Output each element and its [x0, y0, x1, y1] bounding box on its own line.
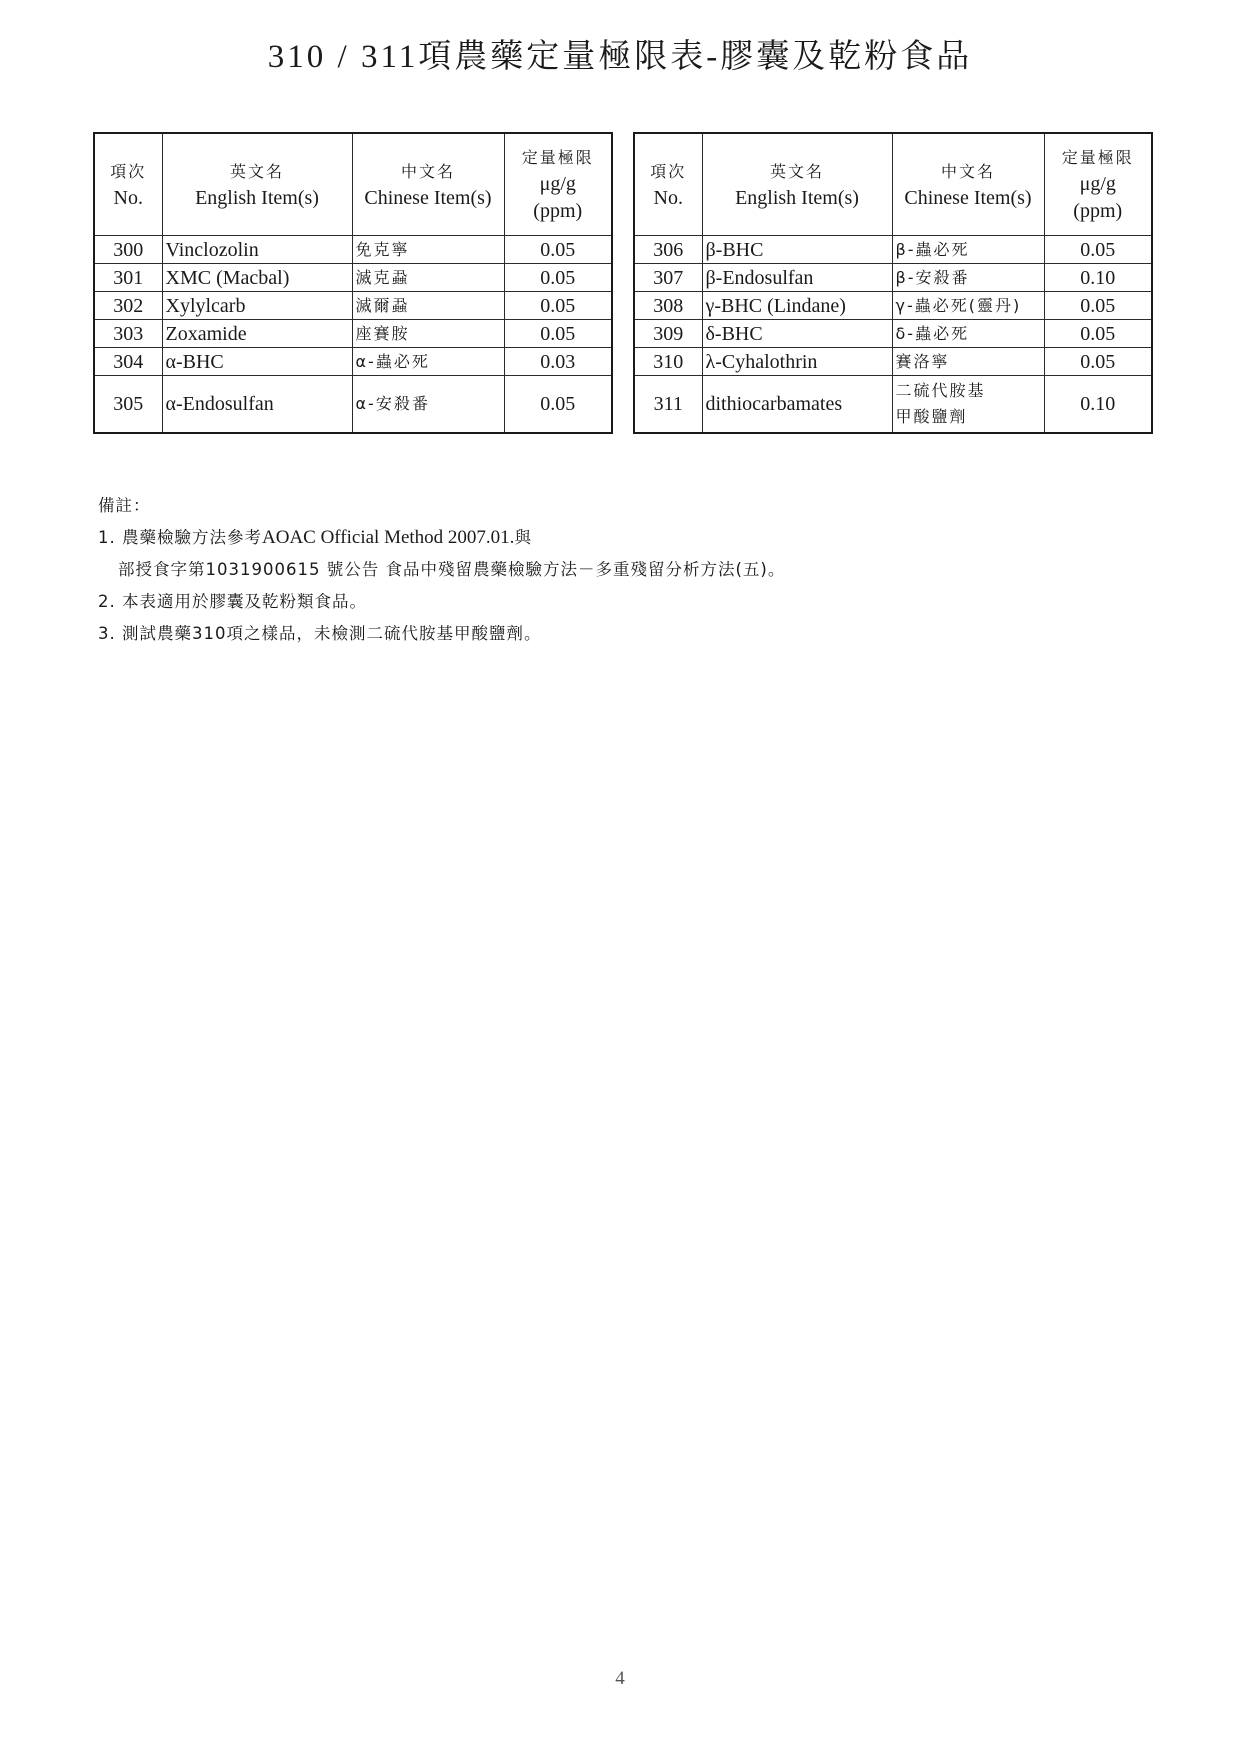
header-chinese-item: 中文名 Chinese Item(s) — [892, 133, 1044, 236]
cell-limit: 0.05 — [504, 320, 612, 348]
cell-english: λ-Cyhalothrin — [702, 348, 892, 376]
cell-chinese: 免克寧 — [352, 236, 504, 264]
cell-english: β-Endosulfan — [702, 264, 892, 292]
header-english-item: 英文名 English Item(s) — [162, 133, 352, 236]
table-row — [94, 292, 612, 320]
cell-chinese: 賽洛寧 — [892, 348, 1044, 376]
header-limit: 定量極限 μg/g (ppm) — [504, 133, 612, 236]
header-no: 項次 No. — [94, 133, 162, 236]
cell-chinese: 滅爾蝨 — [352, 292, 504, 320]
remark-1-continued: 部授食字第1031900615 號公告 食品中殘留農藥檢驗方法－多重殘留分析方法(五)。 — [118, 560, 786, 579]
table-row — [634, 320, 1152, 348]
cell-limit: 0.05 — [504, 292, 612, 320]
table-row — [94, 376, 612, 434]
table-header-row — [634, 133, 1152, 236]
cell-chinese: β-蟲必死 — [892, 236, 1044, 264]
table-row — [634, 292, 1152, 320]
page-number: 4 — [615, 1668, 625, 1689]
cell-no: 303 — [94, 320, 162, 348]
cell-chinese: α-安殺番 — [352, 376, 504, 434]
remark-1: 1. 農藥檢驗方法參考AOAC Official Method 2007.01.與 — [98, 527, 532, 548]
cell-english: Xylylcarb — [162, 292, 352, 320]
cell-chinese: 滅克蝨 — [352, 264, 504, 292]
table-row — [634, 264, 1152, 292]
cell-no: 308 — [634, 292, 702, 320]
header-chinese-item: 中文名 Chinese Item(s) — [352, 133, 504, 236]
cell-limit: 0.03 — [504, 348, 612, 376]
cell-no: 305 — [94, 376, 162, 434]
cell-chinese-line: 二硫代胺基 — [895, 381, 986, 400]
cell-english: δ-BHC — [702, 320, 892, 348]
pesticide-table-right — [633, 132, 1153, 434]
cell-english: Zoxamide — [162, 320, 352, 348]
cell-no: 310 — [634, 348, 702, 376]
cell-english: α-BHC — [162, 348, 352, 376]
cell-limit: 0.05 — [1044, 292, 1152, 320]
cell-limit: 0.05 — [1044, 236, 1152, 264]
table-header-row — [94, 133, 612, 236]
cell-limit: 0.05 — [504, 376, 612, 434]
cell-no: 311 — [634, 376, 702, 434]
cell-no: 304 — [94, 348, 162, 376]
cell-chinese: γ-蟲必死(靈丹) — [892, 292, 1044, 320]
table-row — [634, 376, 1152, 434]
table-row — [94, 236, 612, 264]
header-limit: 定量極限 μg/g (ppm) — [1044, 133, 1152, 236]
cell-limit: 0.05 — [504, 264, 612, 292]
remark-2: 2. 本表適用於膠囊及乾粉類食品。 — [98, 592, 367, 611]
cell-limit: 0.05 — [1044, 348, 1152, 376]
cell-no: 301 — [94, 264, 162, 292]
cell-chinese: α-蟲必死 — [352, 348, 504, 376]
cell-no: 302 — [94, 292, 162, 320]
cell-english: β-BHC — [702, 236, 892, 264]
page-title: 310 / 311項農藥定量極限表-膠囊及乾粉食品 — [267, 39, 973, 75]
cell-english: XMC (Macbal) — [162, 264, 352, 292]
remark-3: 3. 測試農藥310項之樣品，未檢測二硫代胺基甲酸鹽劑。 — [98, 624, 542, 643]
cell-english: α-Endosulfan — [162, 376, 352, 434]
cell-english: dithiocarbamates — [702, 376, 892, 434]
cell-chinese: β-安殺番 — [892, 264, 1044, 292]
cell-no: 309 — [634, 320, 702, 348]
cell-english: Vinclozolin — [162, 236, 352, 264]
cell-no: 307 — [634, 264, 702, 292]
table-row — [94, 348, 612, 376]
header-no: 項次 No. — [634, 133, 702, 236]
cell-limit: 0.10 — [1044, 264, 1152, 292]
cell-no: 306 — [634, 236, 702, 264]
cell-chinese: δ-蟲必死 — [892, 320, 1044, 348]
table-row — [94, 264, 612, 292]
cell-english: γ-BHC (Lindane) — [702, 292, 892, 320]
cell-chinese-line: 甲酸鹽劑 — [895, 407, 968, 426]
cell-limit: 0.10 — [1044, 376, 1152, 434]
table-row — [634, 348, 1152, 376]
cell-chinese — [892, 376, 1044, 434]
cell-limit: 0.05 — [504, 236, 612, 264]
cell-no: 300 — [94, 236, 162, 264]
header-english-item: 英文名 English Item(s) — [702, 133, 892, 236]
table-row — [634, 236, 1152, 264]
cell-chinese: 座賽胺 — [352, 320, 504, 348]
pesticide-table-left — [93, 132, 613, 434]
remarks — [98, 490, 1138, 650]
table-row — [94, 320, 612, 348]
cell-limit: 0.05 — [1044, 320, 1152, 348]
remarks-heading: 備註： — [98, 496, 151, 515]
